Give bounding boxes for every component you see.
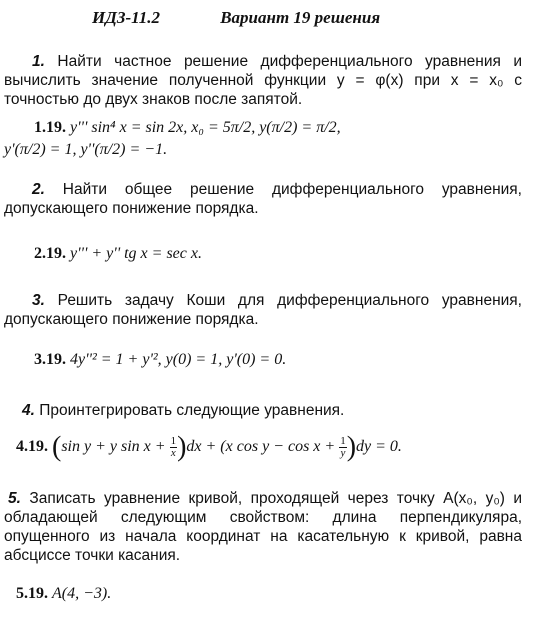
fraction-1-over-x xyxy=(170,436,178,459)
task3-text: Решить задачу Коши для дифференциального уравнения, допускающего понижение порядка. xyxy=(4,292,522,328)
task1-equation-line2 xyxy=(4,141,167,159)
task3-eq: 4y''² = 1 + y'², y(0) = 1, y'(0) = 0. xyxy=(70,351,287,368)
task5-label: 5.19. xyxy=(16,585,48,602)
task4-eq-part-a: sin y + y sin x + xyxy=(61,438,166,456)
task5-text: Записать уравнение кривой, проходящей через точку A(x₀, y₀) и обладающей следующим свойством: длина перпендикуляра, опущенного из начала координат на касательную к кривой, равна абсциссе точки касания. xyxy=(4,490,522,564)
task1-equation-line1 xyxy=(34,119,341,137)
task4-statement xyxy=(4,401,522,420)
frac1-numerator: 1 xyxy=(170,435,177,447)
task2-equation xyxy=(34,245,202,263)
task4-eq-part-c: dy = 0. xyxy=(356,438,402,456)
right-paren-2: ) xyxy=(346,431,357,463)
task4-eq-part-b: dx + (x cos y − cos x + xyxy=(186,438,336,456)
left-paren: ( xyxy=(52,431,62,463)
task2-label: 2.19. xyxy=(34,245,66,262)
task4-number: 4. xyxy=(22,402,35,419)
task5-equation xyxy=(16,585,111,603)
task5-eq: A(4, −3). xyxy=(52,585,112,602)
task5-number: 5. xyxy=(8,490,21,507)
task4-equation xyxy=(16,431,402,463)
right-paren: ) xyxy=(177,431,187,463)
variant-title: Вариант 19 решения xyxy=(220,8,381,27)
task1-eq-line2: y'(π/2) = 1, y''(π/2) = −1. xyxy=(4,141,168,158)
task1-statement xyxy=(4,52,522,109)
fraction-1-over-y xyxy=(339,436,347,459)
frac1-denominator: x xyxy=(170,447,176,459)
task1-number: 1. xyxy=(32,53,45,70)
task1-label: 1.19. xyxy=(34,119,66,136)
frac2-denominator: y xyxy=(340,447,346,459)
task4-label: 4.19. xyxy=(16,438,48,456)
task3-number: 3. xyxy=(32,292,45,309)
task2-statement xyxy=(4,180,522,218)
task3-statement xyxy=(4,291,522,329)
task4-text: Проинтегрировать следующие уравнения. xyxy=(39,402,345,419)
task3-label: 3.19. xyxy=(34,351,66,368)
frac2-numerator: 1 xyxy=(340,435,346,447)
task1-text: Найти частное решение дифференциального уравнения и вычислить значение полученной функции y = φ(x) при x = x₀ с точностью до двух знаков после запятой. xyxy=(4,53,523,108)
task2-text: Найти общее решение дифференциального уравнения, допускающего понижение порядка. xyxy=(4,181,522,217)
task2-number: 2. xyxy=(32,181,45,198)
task5-statement xyxy=(4,489,522,565)
task1-eq-line1: y''' sin⁴ x = sin 2x, x₀ = 5π/2, y(π/2) = π/2, xyxy=(70,119,341,136)
task3-equation xyxy=(34,351,286,369)
assignment-title: ИДЗ-11.2 xyxy=(92,8,160,27)
task2-eq: y''' + y'' tg x = sec x. xyxy=(70,245,202,262)
page-header xyxy=(92,8,380,28)
